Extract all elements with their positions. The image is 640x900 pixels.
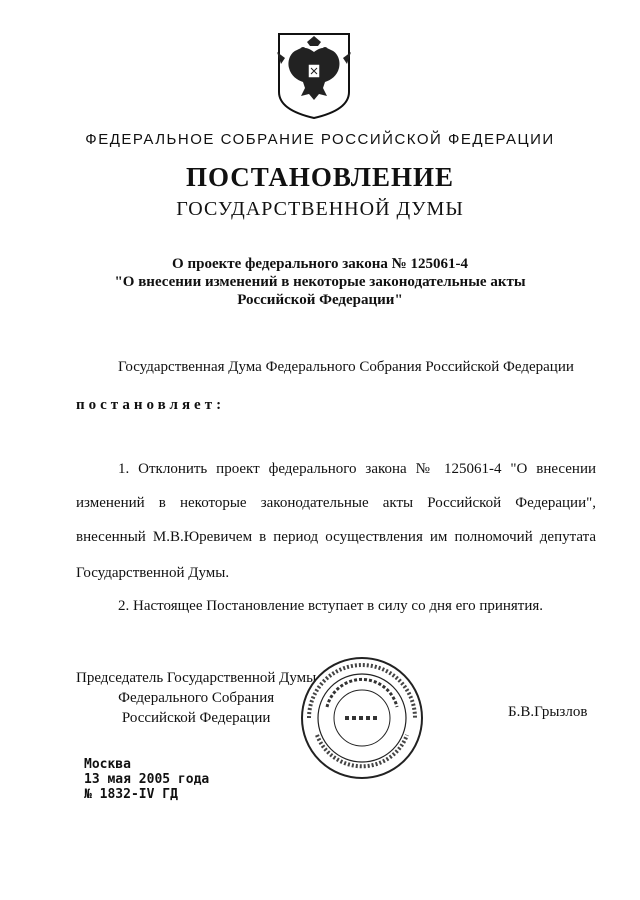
date: 13 мая 2005 года <box>84 772 210 787</box>
place: Москва <box>84 757 131 772</box>
resolves-word: постановляет: <box>76 397 226 413</box>
item-1-line: Государственной Думы. <box>76 565 230 581</box>
place-date-number <box>84 757 209 802</box>
signatory-title-line: Председатель Государственной Думы <box>76 670 317 686</box>
round-seal-stamp-icon <box>299 655 425 781</box>
subject-line: Российской Федерации" <box>237 292 403 308</box>
organization-name: ФЕДЕРАЛЬНОЕ СОБРАНИЕ РОССИЙСКОЙ ФЕДЕРАЦИИ <box>85 131 555 148</box>
signatory-title-line: Российской Федерации <box>121 710 271 726</box>
document-number: № 1832-IV ГД <box>84 787 178 802</box>
signatory-title <box>76 668 316 728</box>
item-2-paragraph: 2. Настоящее Постановление вступает в силу со дня его принятия. <box>118 598 544 614</box>
item-1-line: 1. Отклонить проект федерального закона № 125061-4 "О внесении <box>118 461 596 477</box>
item-1-line: изменений в некоторые законодательные акты Российской Федерации", <box>76 495 596 511</box>
issuing-body: ГОСУДАРСТВЕННОЙ ДУМЫ <box>176 198 464 220</box>
subject-line: О проекте федерального закона № 125061-4 <box>172 256 468 272</box>
document-type: ПОСТАНОВЛЕНИЕ <box>185 162 455 192</box>
double-headed-eagle-icon <box>273 30 355 120</box>
signatory-name: Б.В.Грызлов <box>508 704 588 720</box>
item-1-line: внесенный М.В.Юревичем в период осуществления им полномочий депутата <box>76 529 596 545</box>
signatory-title-line: Федерального Собрания <box>118 690 275 706</box>
intro-paragraph: Государственная Дума Федерального Собрания Российской Федерации <box>118 359 574 375</box>
document-subject <box>0 255 640 309</box>
subject-line: "О внесении изменений в некоторые законодательные акты <box>114 274 526 290</box>
